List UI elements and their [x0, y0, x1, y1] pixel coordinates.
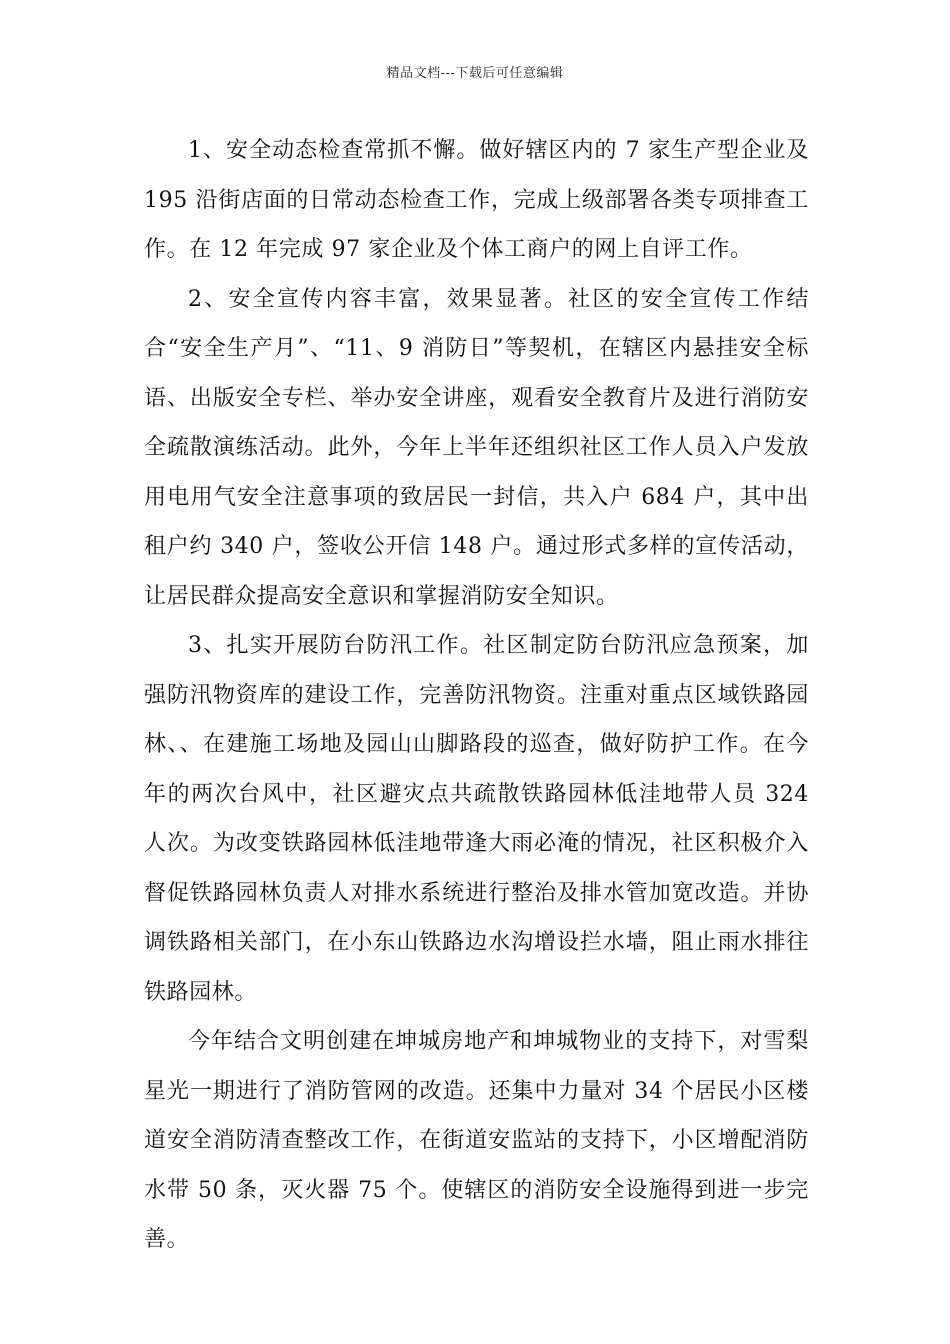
page-header: 精品文档---下载后可任意编辑: [386, 66, 564, 81]
paragraph-fire-facilities: 今年结合文明创建在坤城房地产和坤城物业的支持下，对雪梨星光一期进行了消防管网的改造。还集中力量对 34 个居民小区楼道安全消防清查整改工作，在街道安监站的支持下，小区增配消防水带 50 条，灭火器 75 个。使辖区的消防安全设施得到进一步完善。: [144, 1029, 809, 1252]
paragraph-safety-publicity: 2、安全宣传内容丰富，效果显著。社区的安全宣传工作结合“安全生产月”、“11、9 消防日”等契机，在辖区内悬挂安全标语、出版安全专栏、举办安全讲座，观看安全教育片及进行消防安全疏散演练活动。此外，今年上半年还组织社区工作人员入户发放用电用气安全注意事项的致居民一封信，共入户 684 户，其中出租户约 340 户，签收公开信 148 户。通过形式多样的宣传活动，让居民群众提高安全意识和掌握消防安全知识。: [144, 286, 809, 609]
paragraph-flood-prevention: 3、扎实开展防台防汛工作。社区制定防台防汛应急预案，加强防汛物资库的建设工作，完善防汛物资。注重对重点区域铁路园林、、在建施工场地及园山山脚路段的巡查，做好防护工作。在今年的两次台风中，社区避灾点共疏散铁路园林低洼地带人员 324 人次。为改变铁路园林低洼地带逢大雨必淹的情况，社区积极介入督促铁路园林负责人对排水系统进行整治及排水管加宽改造。并协调铁路相关部门，在小东山铁路边水沟增设拦水墙，阻止雨水排往铁路园林。: [144, 633, 809, 1005]
document-body: [144, 126, 809, 1265]
paragraph-safety-inspection: 1、安全动态检查常抓不懈。做好辖区内的 7 家生产型企业及 195 沿街店面的日常动态检查工作，完成上级部署各类专项排查工作。在 12 年完成 97 家企业及个体工商户的网上自评工作。: [144, 138, 809, 262]
